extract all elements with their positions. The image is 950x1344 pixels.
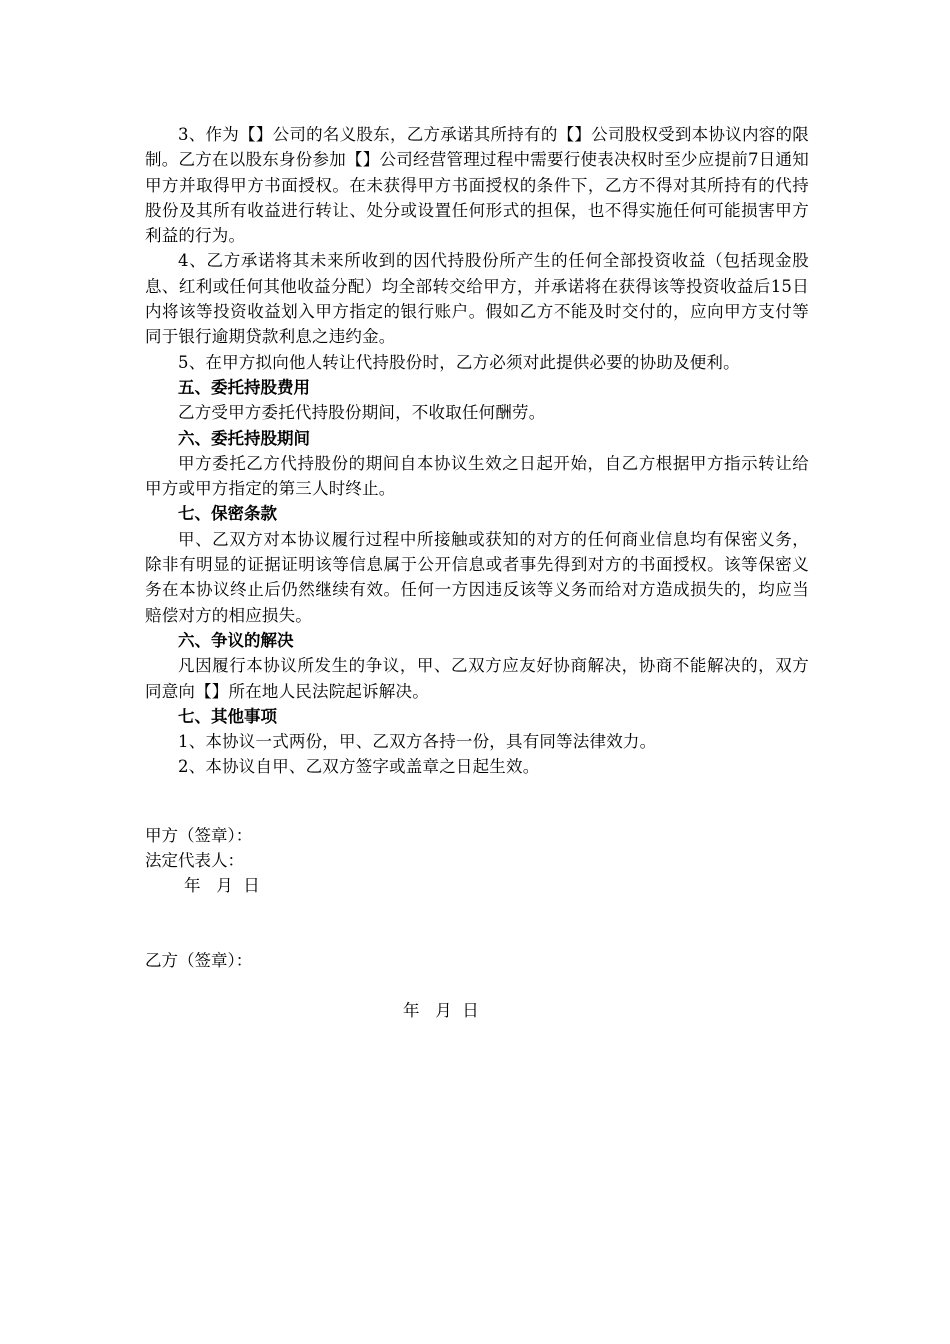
body-paragraph: 5、在甲方拟向他人转让代持股份时，乙方必须对此提供必要的协助及便利。 [178,352,740,372]
body-paragraph: 乙方受甲方委托代持股份期间，不收取任何酬劳。 [178,403,546,423]
party-a-signature-label: 甲方（签章）： [145,826,253,845]
section-heading: 七、其他事项 [178,706,277,726]
body-paragraph: 甲方委托乙方代持股份的期间自本协议生效之日起开始，自乙方根据甲方指示转让给甲方或甲方指定的第三人时终止。 [145,453,809,499]
party-b-date: 年 月 日 [403,1001,479,1020]
body-paragraph: 甲、乙双方对本协议履行过程中所接触或获知的对方的任何商业信息均有保密义务，除非有明显的证据证明该等信息属于公开信息或者事先得到对方的书面授权。该等保密义务在本协议终止后仍然继续有效。任何一方因违反该等义务而给对方造成损失的，均应当赔偿对方的相应损失。 [145,529,809,625]
body-paragraph: 凡因履行本协议所发生的争议，甲、乙双方应友好协商解决，协商不能解决的，双方同意向【】所在地人民法院起诉解决。 [145,656,809,701]
section-heading: 五、委托持股费用 [178,377,310,397]
body-paragraph: 2、本协议自甲、乙双方签字或盖章之日起生效。 [178,757,540,777]
section-heading: 六、委托持股期间 [178,428,310,448]
body-paragraph: 4、乙方承诺将其未来所收到的因代持股份所产生的任何全部投资收益（包括现金股息、红利或任何其他收益分配）均全部转交给甲方，并承诺将在获得该等投资收益后15日内将该等投资收益划入甲方指定的银行账户。假如乙方不能及时交付的，应向甲方支付等同于银行逾期贷款利息之违约金。 [145,251,809,347]
agreement-body [145,122,809,780]
section-heading: 六、争议的解决 [178,630,294,650]
party-a-date: 年 月 日 [184,876,260,895]
section-heading: 七、保密条款 [178,504,277,524]
legal-representative-label: 法定代表人： [145,851,244,870]
body-paragraph: 3、作为【】公司的名义股东，乙方承诺其所持有的【】公司股权受到本协议内容的限制。乙方在以股东身份参加【】公司经营管理过程中需要行使表决权时至少应提前7日通知甲方并取得甲方书面授权。在未获得甲方书面授权的条件下，乙方不得对其所持有的代持股份及其所有收益进行转让、处分或设置任何形式的担保，也不得实施任何可能损害甲方利益的行为。 [145,125,809,246]
body-paragraph: 1、本协议一式两份，甲、乙双方各持一份，具有同等法律效力。 [178,732,657,752]
party-b-signature-label: 乙方（签章）： [145,951,253,970]
